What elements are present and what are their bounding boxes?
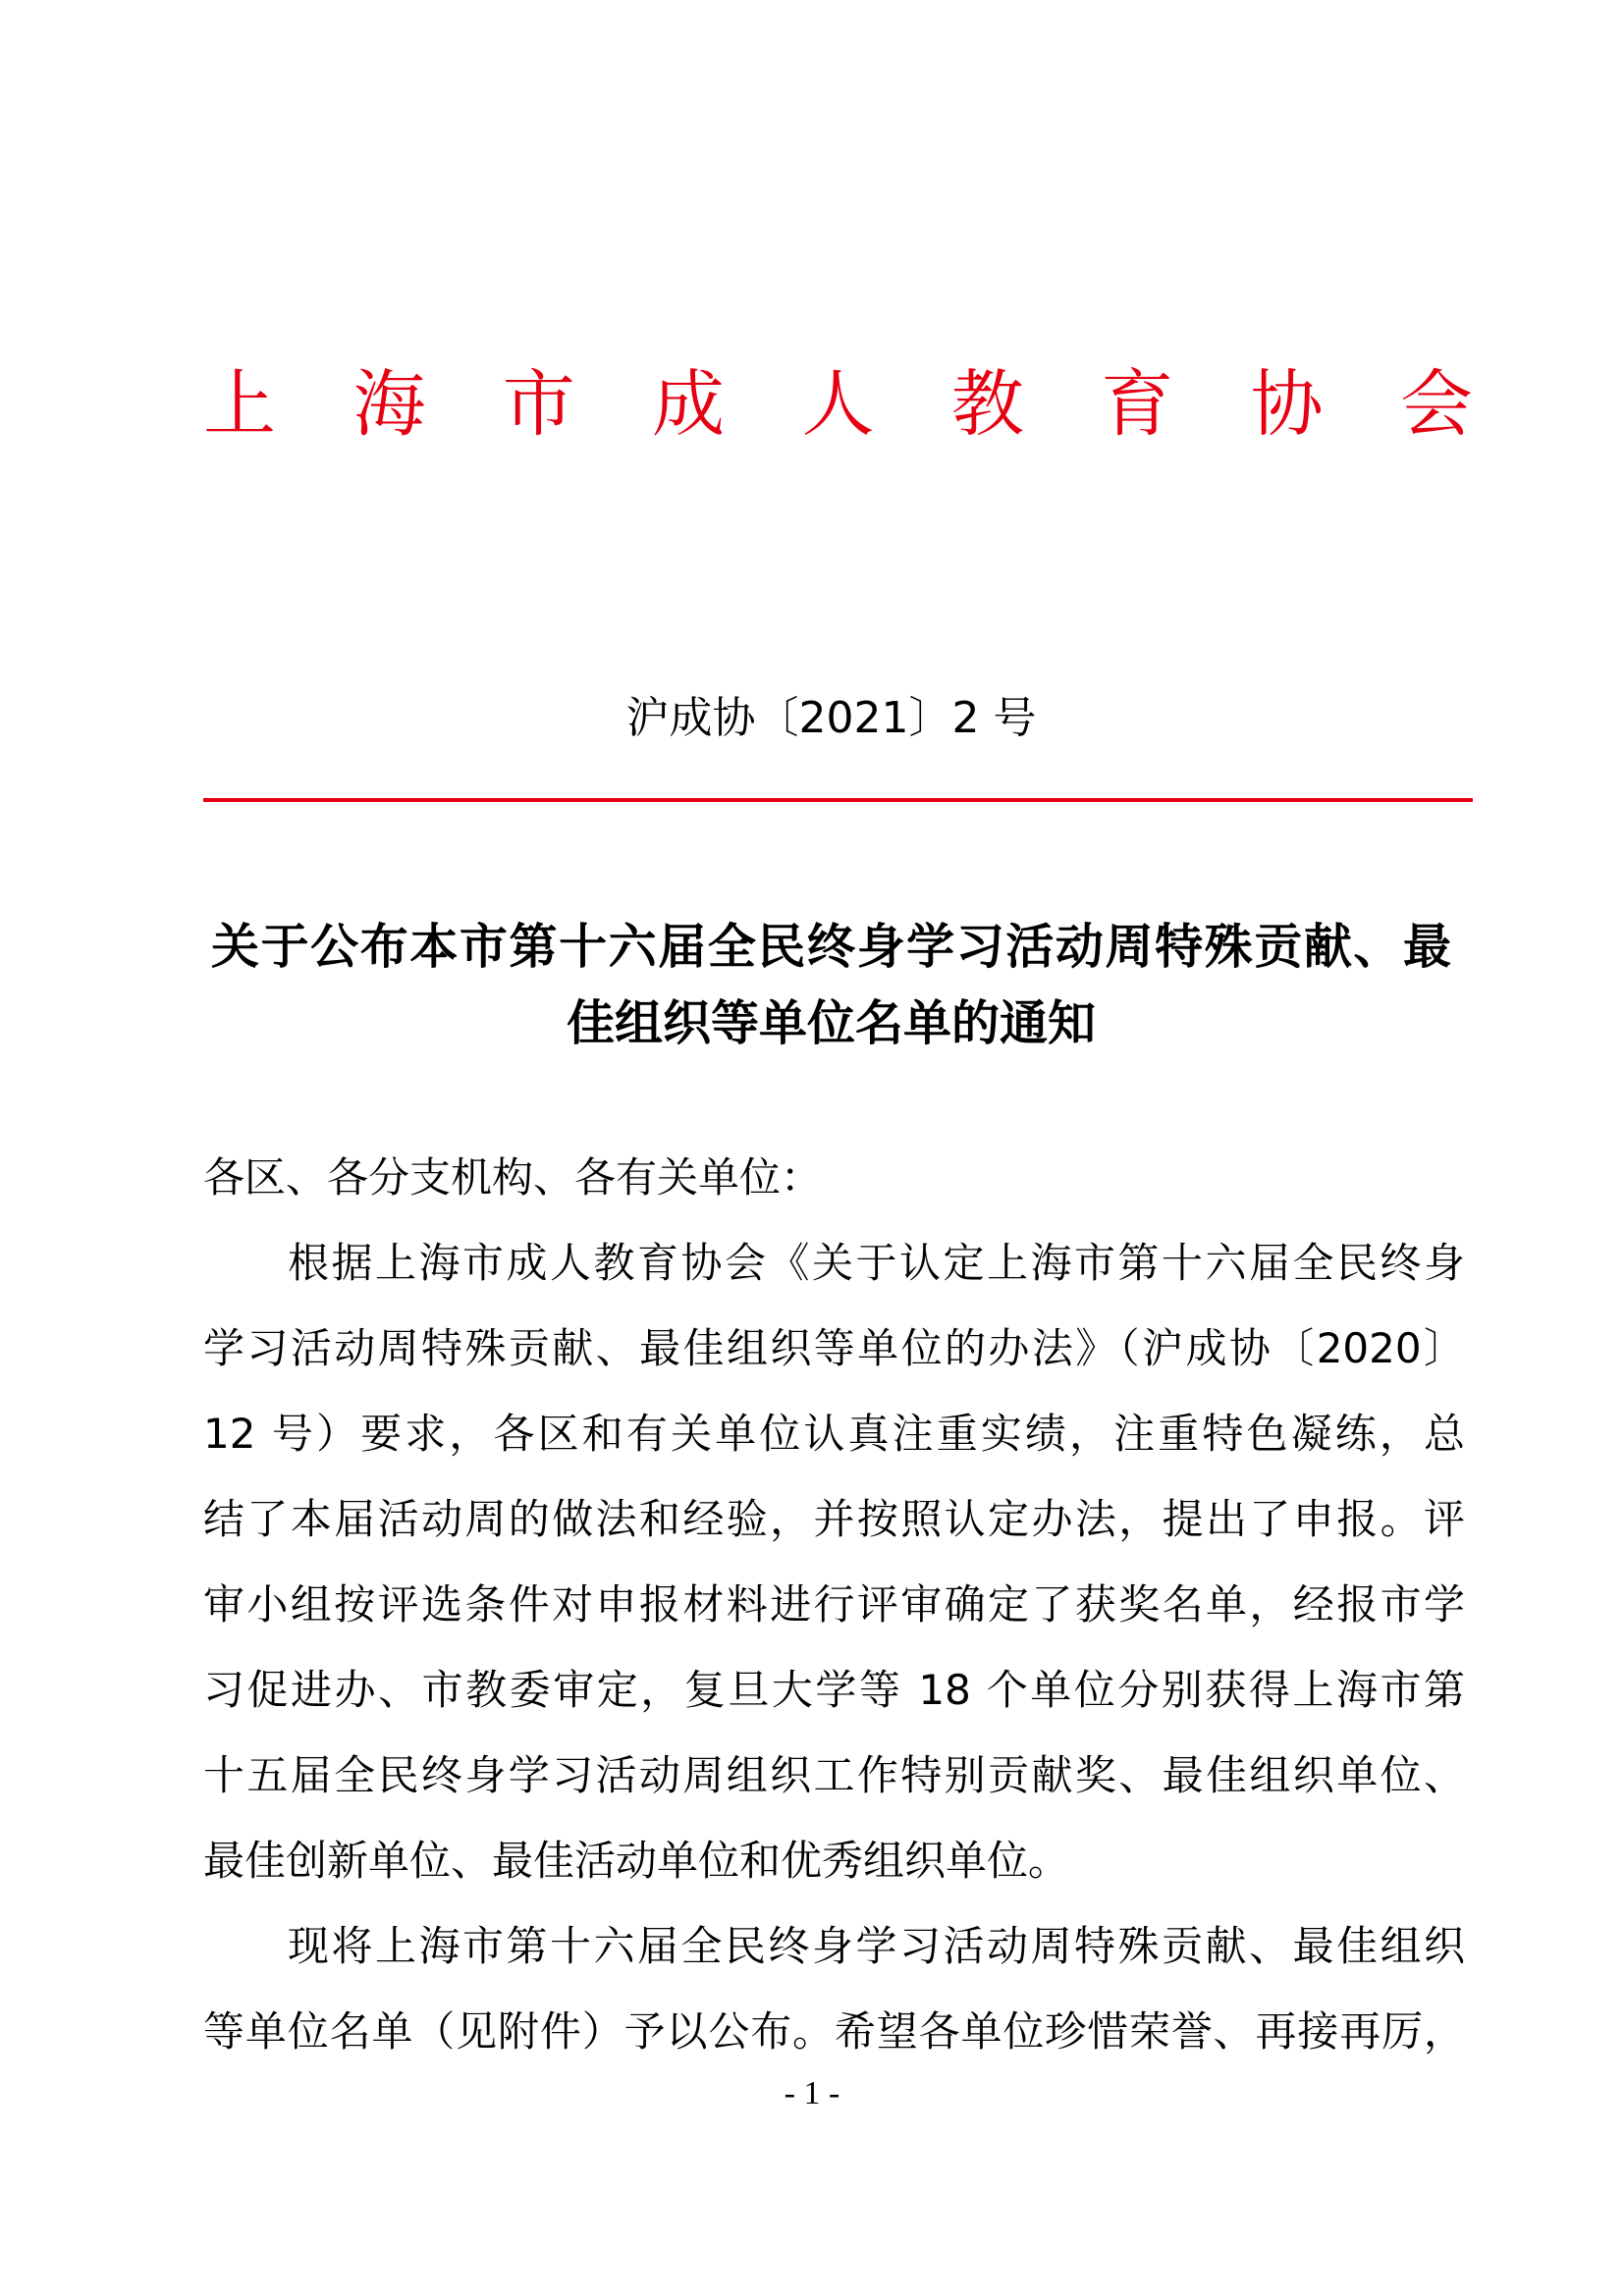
page-number: - 1 - bbox=[784, 2075, 840, 2111]
paragraph-1-line: 最佳创新单位、最佳活动单位和优秀组织单位。 bbox=[203, 1837, 1070, 1885]
paragraph-1-line: 审小组按评选条件对申报材料进行评审确定了获奖名单，经报市学 bbox=[203, 1580, 1465, 1629]
paragraph-1-line: 结了本届活动周的做法和经验，并按照认定办法，提出了申报。评 bbox=[203, 1495, 1465, 1543]
issuing-organization-header: 上 海 市 成 人 教 育 协 会 bbox=[203, 362, 1473, 447]
paragraph-1-line: 十五届全民终身学习活动周组织工作特别贡献奖、最佳组织单位、 bbox=[203, 1751, 1465, 1799]
red-header-divider bbox=[203, 798, 1473, 802]
paragraph-2-line: 等单位名单（见附件）予以公布。希望各单位珍惜荣誉、再接再厉， bbox=[203, 2007, 1465, 2056]
document-body bbox=[203, 1135, 1465, 2074]
paragraph-1-line: 习促进办、市教委审定，复旦大学等 18 个单位分别获得上海市第 bbox=[203, 1666, 1465, 1714]
paragraph-1-line: 12 号）要求，各区和有关单位认真注重实绩，注重特色凝练，总 bbox=[203, 1410, 1465, 1458]
paragraph-2-line: 现将上海市第十六届全民终身学习活动周特殊贡献、最佳组织 bbox=[288, 1922, 1465, 1970]
document-title-line-2: 佳组织等单位名单的通知 bbox=[566, 995, 1096, 1051]
document-title-line-1: 关于公布本市第十六届全民终身学习活动周特殊贡献、最 bbox=[211, 919, 1451, 975]
paragraph-1-line: 根据上海市成人教育协会《关于认定上海市第十六届全民终身 bbox=[288, 1239, 1465, 1287]
salutation: 各区、各分支机构、各有关单位： bbox=[203, 1153, 823, 1201]
paragraph-1-line: 学习活动周特殊贡献、最佳组织等单位的办法》（沪成协〔2020〕 bbox=[203, 1324, 1465, 1372]
document-number: 沪成协〔2021〕2 号 bbox=[625, 693, 1037, 743]
